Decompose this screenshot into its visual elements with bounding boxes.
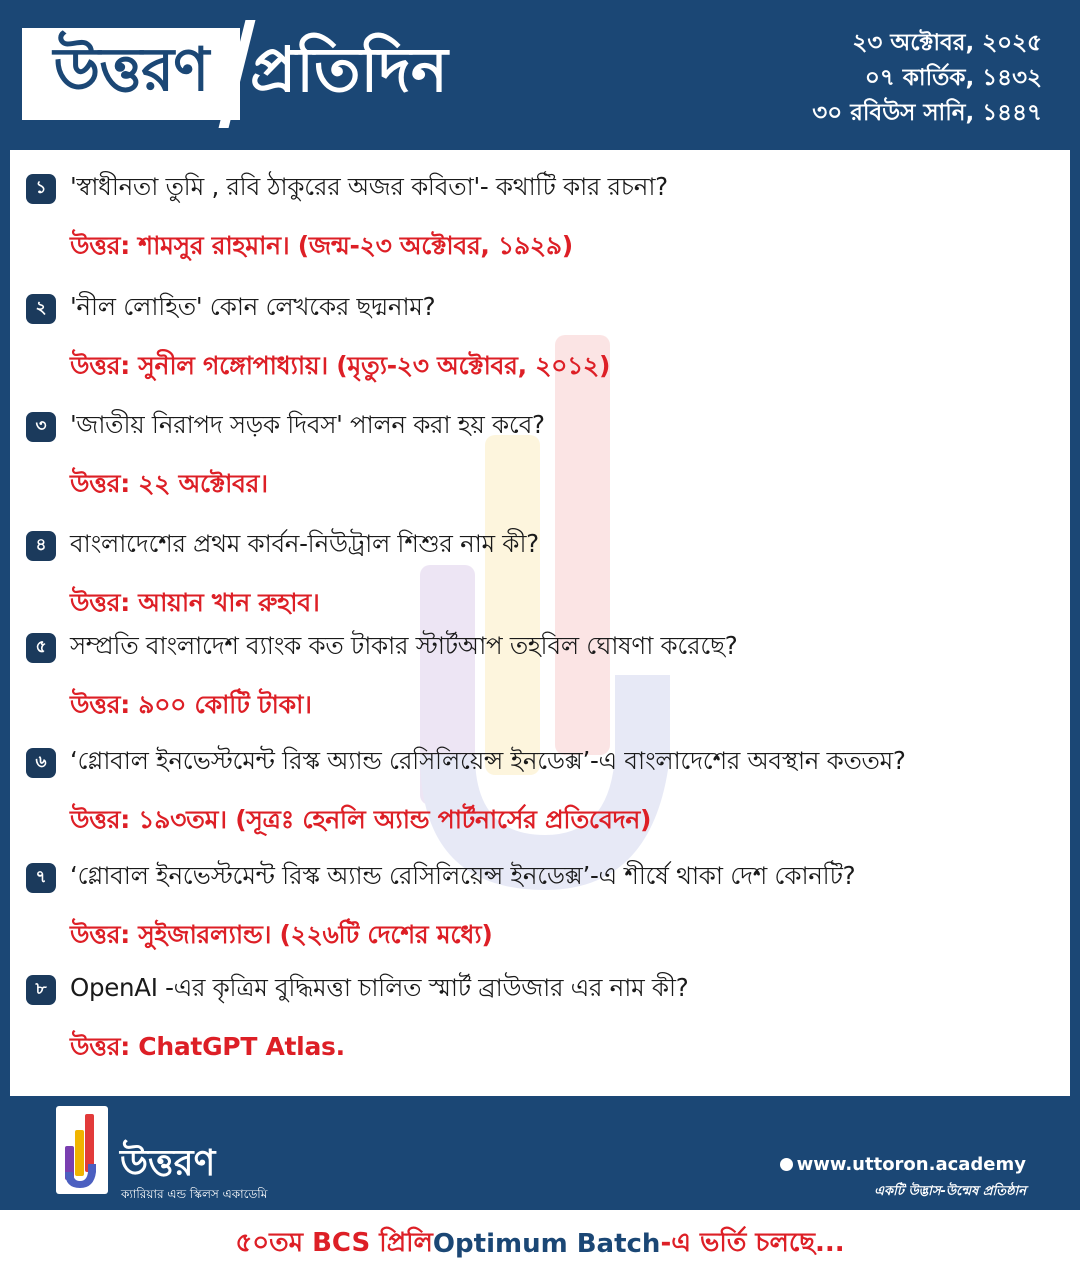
question-number-badge: ৩ bbox=[26, 412, 56, 442]
question-row bbox=[10, 740, 1070, 786]
footer-logo-box bbox=[56, 1106, 108, 1194]
qa-item bbox=[10, 740, 1070, 844]
answer-text: উত্তর: আয়ান খান রুহাব। bbox=[70, 587, 320, 617]
question-number-badge: ১ bbox=[26, 174, 56, 204]
qa-item bbox=[10, 523, 1070, 627]
question-text: ‘গ্লোবাল ইনভেস্টমেন্ট রিস্ক অ্যান্ড রেসিলিয়েন্স ইনডেক্স’-এ শীর্ষে থাকা দেশ কোনটি? bbox=[70, 861, 856, 890]
answer-text: উত্তর: ২২ অক্টোবর। bbox=[70, 468, 268, 498]
question-number-badge: ৫ bbox=[26, 633, 56, 663]
question-row bbox=[10, 855, 1070, 901]
question-row bbox=[10, 404, 1070, 450]
answer-text: উত্তর: ৯০০ কোটি টাকা। bbox=[70, 689, 312, 719]
answer-text: উত্তর: শামসুর রাহমান। (জন্ম-২৩ অক্টোবর, ১৯২৯) bbox=[70, 230, 573, 260]
answer-text: উত্তর: সুনীল গঙ্গোপাধ্যায়। (মৃত্যু-২৩ অক্টোবর, ২০১২) bbox=[70, 350, 611, 380]
brand-title: প্রতিদিন bbox=[250, 32, 448, 106]
question-number-badge: ৭ bbox=[26, 863, 56, 893]
promo-part-2: Optimum Batch bbox=[432, 1229, 661, 1259]
footer-logo-subtitle: ক্যারিয়ার এন্ড স্কিলস একাডেমি bbox=[121, 1187, 268, 1201]
date-hijri: ৩০ রবিউস সানি, ১৪৪৭ bbox=[812, 100, 1042, 126]
question-number-badge: ৪ bbox=[26, 531, 56, 561]
footer-logo-name: উত্তরণ bbox=[120, 1143, 216, 1184]
qa-item bbox=[10, 855, 1070, 959]
promo-banner bbox=[0, 1210, 1080, 1278]
qa-item bbox=[10, 286, 1070, 390]
question-text: বাংলাদেশের প্রথম কার্বন-নিউট্রাল শিশুর নাম কী? bbox=[70, 529, 539, 558]
qa-item bbox=[10, 404, 1070, 508]
answer-text: উত্তর: সুইজারল্যান্ড। (২২৬টি দেশের মধ্যে) bbox=[70, 919, 493, 949]
question-row bbox=[10, 625, 1070, 671]
question-row bbox=[10, 166, 1070, 212]
question-text: 'নীল লোহিত' কোন লেখকের ছদ্মনাম? bbox=[70, 292, 436, 321]
date-gregorian: ২৩ অক্টোবর, ২০২৫ bbox=[852, 30, 1042, 56]
header bbox=[0, 0, 1080, 150]
question-text: 'জাতীয় নিরাপদ সড়ক দিবস' পালন করা হয় কবে? bbox=[70, 410, 545, 439]
date-bangla: ০৭ কার্তিক, ১৪৩২ bbox=[864, 65, 1042, 91]
website-link[interactable] bbox=[780, 1154, 1026, 1175]
qa-item bbox=[10, 967, 1070, 1071]
promo-part-1: ৫০তম BCS প্রিলি bbox=[235, 1228, 433, 1258]
question-text: OpenAI -এর কৃত্রিম বুদ্ধিমত্তা চালিত স্মার্ট ব্রাউজার এর নাম কী? bbox=[70, 973, 689, 1002]
question-text: ‘গ্লোবাল ইনভেস্টমেন্ট রিস্ক অ্যান্ড রেসিলিয়েন্স ইনডেক্স’-এ বাংলাদেশের অবস্থান কততম? bbox=[70, 746, 906, 775]
uttoron-logo-icon bbox=[56, 1106, 108, 1194]
organization-line: একটি উদ্ভাস-উন্মেষ প্রতিষ্ঠান bbox=[874, 1184, 1026, 1199]
qa-item bbox=[10, 166, 1070, 270]
question-number-badge: ২ bbox=[26, 294, 56, 324]
website-text: www.uttoron.academy bbox=[796, 1154, 1026, 1175]
qa-item bbox=[10, 625, 1070, 729]
question-row bbox=[10, 523, 1070, 569]
question-row bbox=[10, 967, 1070, 1013]
question-number-badge: ৬ bbox=[26, 748, 56, 778]
question-text: 'স্বাধীনতা তুমি , রবি ঠাকুরের অজর কবিতা'- কথাটি কার রচনা? bbox=[70, 172, 668, 201]
answer-text: উত্তর: ১৯৩তম। (সূত্রঃ হেনলি অ্যান্ড পার্টনার্সের প্রতিবেদন) bbox=[70, 804, 652, 834]
brand-logo-box bbox=[22, 28, 240, 120]
promo-part-3: -এ ভর্তি চলছে... bbox=[660, 1228, 845, 1258]
answer-text: উত্তর: ChatGPT Atlas. bbox=[70, 1031, 345, 1061]
qa-panel bbox=[10, 150, 1070, 1096]
header-dates bbox=[812, 26, 1042, 131]
globe-icon bbox=[780, 1158, 793, 1171]
brand-name: উত্তরণ bbox=[53, 35, 209, 105]
question-row bbox=[10, 286, 1070, 332]
question-text: সম্প্রতি বাংলাদেশ ব্যাংক কত টাকার স্টার্টআপ তহবিল ঘোষণা করেছে? bbox=[70, 631, 738, 660]
question-number-badge: ৮ bbox=[26, 975, 56, 1005]
